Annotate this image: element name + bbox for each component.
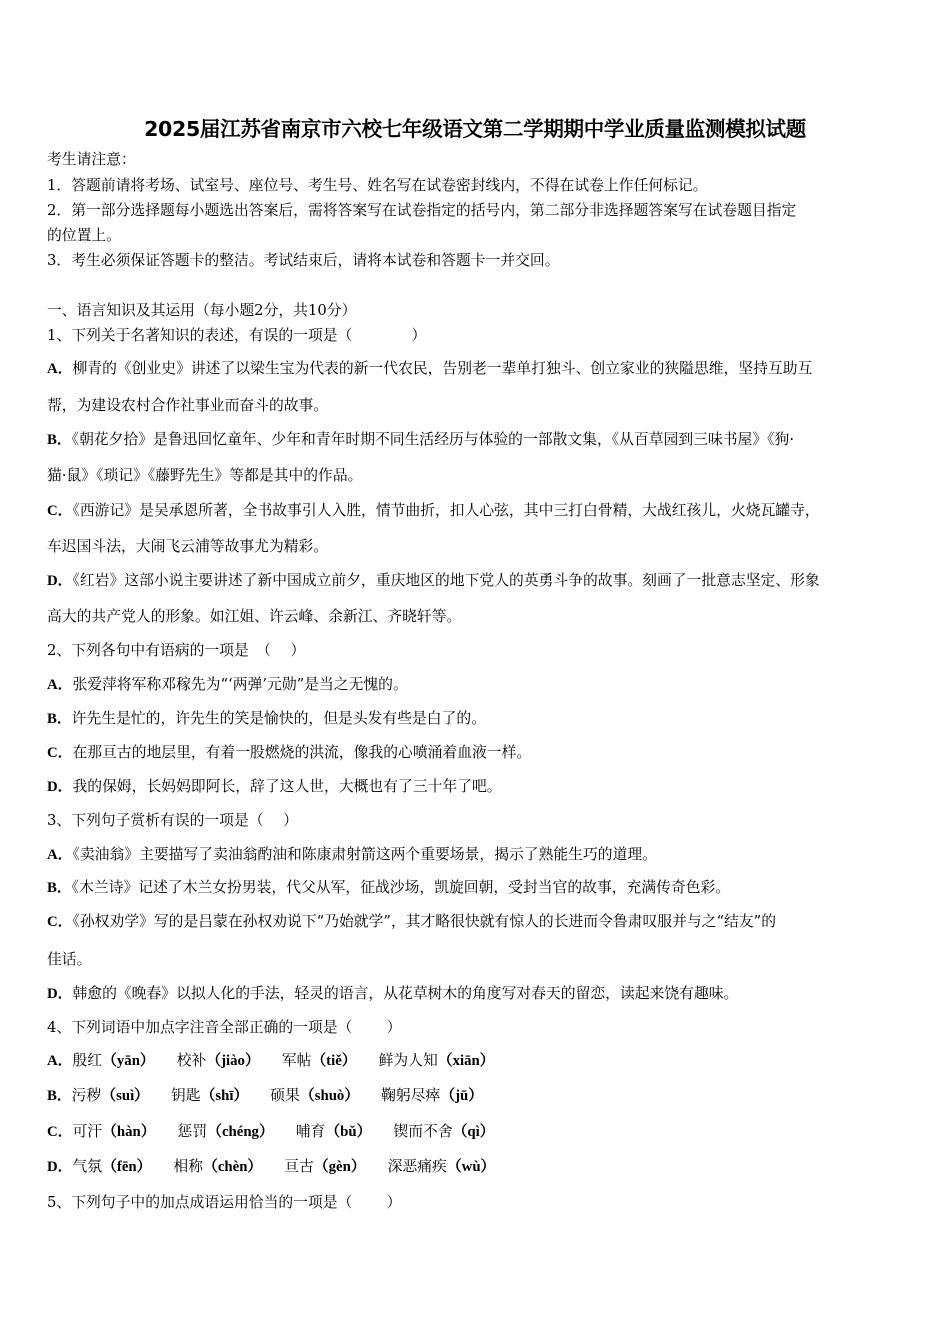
pinyin: （suì） xyxy=(101,1088,149,1104)
question-2-stem: 2、下列各句中有语病的一项是 （ ） xyxy=(47,642,306,659)
section-heading: 一、语言知识及其运用（每小题2分，共10分） xyxy=(47,302,357,319)
pinyin-item xyxy=(270,1086,359,1106)
pinyin: （hàn） xyxy=(102,1124,156,1140)
option-label: D． xyxy=(47,986,73,1002)
word: 哺育 xyxy=(295,1123,326,1140)
option-text: 我的保姆，长妈妈即阿长，辞了这人世，大概也有了三十年了吧。 xyxy=(72,778,502,795)
option-text: 许先生是忙的，许先生的笑是愉快的，但是头发有些是白了的。 xyxy=(71,710,486,727)
q3-option-d xyxy=(47,984,738,1004)
q1-option-d-cont: 高大的共产党人的形象。如江姐、许云峰、余新江、齐晓轩等。 xyxy=(47,608,462,625)
question-3-stem: 3、下列句子赏析有误的一项是（ ） xyxy=(47,812,298,829)
option-text: 《西游记》是吴承恩所著，全书故事引人入胜，情节曲折，扣人心弦，其中三打白骨精，大战红孩儿，火烧瓦罐寺， xyxy=(72,502,820,519)
option-text: 《孙权劝学》写的是吕蒙在孙权劝说下“乃始就学”，其才略很快就有惊人的长进而令鲁肃叹服并与之“结友”的 xyxy=(72,913,777,930)
option-text: 韩愈的《晚春》以拟人化的手法，轻灵的语言，从花草树木的角度写对春天的留恋，读起来饶有趣味。 xyxy=(72,985,739,1002)
option-label: C． xyxy=(47,914,73,930)
option-label: A． xyxy=(47,361,73,377)
pinyin-item xyxy=(393,1122,494,1142)
q1-option-c-cont: 车迟国斗法，大闹飞云浦等故事尤为精彩。 xyxy=(47,538,329,555)
option-label: A． xyxy=(47,847,73,863)
notice-item: 2．第一部分选择题每小题选出答案后，需将答案写在试卷指定的括号内，第二部分非选择题答案写在试卷题目指定 xyxy=(47,202,797,219)
option-label: B． xyxy=(47,880,72,896)
option-label: A． xyxy=(47,677,73,693)
question-5-stem: 5、下列句子中的加点成语运用恰当的一项是（ ） xyxy=(47,1194,402,1211)
q4-option-c xyxy=(47,1122,517,1142)
word: 殷红 xyxy=(72,1052,103,1069)
q4-option-d xyxy=(47,1157,517,1177)
q3-option-a xyxy=(47,845,657,865)
word: 硕果 xyxy=(270,1087,300,1104)
pinyin: （shuò） xyxy=(299,1088,360,1104)
pinyin: （xiān） xyxy=(437,1053,495,1069)
option-label: D． xyxy=(47,1159,73,1175)
word: 可汗 xyxy=(72,1123,103,1140)
word: 污秽 xyxy=(71,1087,102,1104)
pinyin-item xyxy=(72,1157,151,1177)
q1-option-c xyxy=(47,501,820,521)
pinyin: （shī） xyxy=(200,1088,249,1104)
page-title: 2025届江苏省南京市六校七年级语文第二学期期中学业质量监测模拟试题 xyxy=(144,117,806,141)
q2-option-b xyxy=(47,709,486,729)
q3-option-b xyxy=(47,878,730,898)
option-label: C． xyxy=(47,1124,73,1140)
notice-item: 1．答题前请将考场、试室号、座位号、考生号、姓名写在试卷密封线内，不得在试卷上作任何标记。 xyxy=(47,177,708,194)
option-label: B． xyxy=(47,711,72,727)
q1-option-d xyxy=(47,571,820,591)
pinyin-item xyxy=(173,1157,262,1177)
pinyin-item xyxy=(178,1122,274,1142)
q4-option-a xyxy=(47,1051,517,1071)
pinyin: （chèn） xyxy=(203,1159,263,1175)
pinyin-item xyxy=(296,1122,372,1142)
option-label: B． xyxy=(47,432,72,448)
pinyin: （yān） xyxy=(102,1053,155,1069)
word: 军帖 xyxy=(281,1052,312,1069)
option-label: B． xyxy=(47,1088,72,1104)
q4-option-b xyxy=(47,1086,505,1106)
pinyin-item xyxy=(72,1122,155,1142)
notice-heading: 考生请注意： xyxy=(47,151,136,168)
option-text: 《木兰诗》记述了木兰女扮男装，代父从军，征战沙场，凯旋回朝，受封当官的故事，充满传奇色彩。 xyxy=(71,879,731,896)
option-text: 在那亘古的地层里，有着一股燃烧的洪流，像我的心喷涌着血液一样。 xyxy=(72,744,532,761)
option-label: D． xyxy=(47,573,73,589)
q2-option-d xyxy=(47,777,502,797)
option-label: A． xyxy=(47,1053,73,1069)
option-text: 《卖油翁》主要描写了卖油翁酌油和陈康肃射箭这两个重要场景，揭示了熟能生巧的道理。 xyxy=(72,846,657,863)
q3-option-c xyxy=(47,912,776,932)
pinyin: （jū） xyxy=(440,1088,484,1104)
pinyin-item xyxy=(381,1086,483,1106)
pinyin: （gèn） xyxy=(313,1159,366,1175)
q1-option-a-cont: 帮，为建设农村合作社事业而奋斗的故事。 xyxy=(47,397,329,414)
question-1-stem: 1、下列关于名著知识的表述，有误的一项是（ ） xyxy=(47,327,427,344)
pinyin: （jiào） xyxy=(206,1053,260,1069)
q1-option-a xyxy=(47,359,812,379)
word: 鞠躬尽瘁 xyxy=(381,1087,441,1104)
pinyin-item xyxy=(171,1086,248,1106)
word: 鲜为人知 xyxy=(378,1052,438,1069)
pinyin-item xyxy=(282,1051,357,1071)
option-text: 《朝花夕拾》是鲁迅回忆童年、少年和青年时期不同生活经历与体验的一部散文集，《从百草园到三味书屋》《狗· xyxy=(71,431,795,448)
word: 气氛 xyxy=(72,1158,103,1175)
pinyin: （tiě） xyxy=(311,1053,357,1069)
q1-option-b-cont: 猫·鼠》《琐记》《藤野先生》等都是其中的作品。 xyxy=(47,467,363,484)
q1-option-b xyxy=(47,430,794,450)
pinyin-item xyxy=(177,1051,260,1071)
word: 锲而不舍 xyxy=(393,1123,453,1140)
option-text: 《红岩》这部小说主要讲述了新中国成立前夕，重庆地区的地下党人的英勇斗争的故事。刻画了一批意志坚定、形象 xyxy=(72,572,820,589)
pinyin: （bǔ） xyxy=(325,1124,372,1140)
option-text: 张爱萍将军称邓稼先为“‘两弹’元勋”是当之无愧的。 xyxy=(72,676,408,693)
word: 惩罚 xyxy=(177,1123,208,1140)
q2-option-c xyxy=(47,743,531,763)
pinyin-item xyxy=(72,1051,154,1071)
option-label: C． xyxy=(47,745,73,761)
word: 亘古 xyxy=(284,1158,314,1175)
q3-option-c-cont: 佳话。 xyxy=(47,951,92,968)
pinyin-item xyxy=(379,1051,495,1071)
option-label: D． xyxy=(47,779,73,795)
question-4-stem: 4、下列词语中加点字注音全部正确的一项是（ ） xyxy=(47,1019,402,1036)
q2-option-a xyxy=(47,675,408,695)
pinyin-item xyxy=(284,1157,365,1177)
pinyin-item xyxy=(72,1086,149,1106)
pinyin-item xyxy=(388,1157,496,1177)
word: 钥匙 xyxy=(170,1087,201,1104)
pinyin: （chéng） xyxy=(207,1124,274,1140)
option-label: C． xyxy=(47,503,73,519)
notice-item: 3．考生必须保证答题卡的整洁。考试结束后，请将本试卷和答题卡一并交回。 xyxy=(47,252,560,269)
pinyin: （wù） xyxy=(446,1159,496,1175)
pinyin: （fēn） xyxy=(102,1159,152,1175)
notice-item: 的位置上。 xyxy=(47,227,121,244)
word: 相称 xyxy=(173,1158,204,1175)
word: 深恶痛疾 xyxy=(387,1158,447,1175)
word: 校补 xyxy=(176,1052,207,1069)
option-text: 柳青的《创业史》讲述了以梁生宝为代表的新一代农民，告别老一辈单打独斗、创立家业的狭隘思维，坚持互助互 xyxy=(72,360,813,377)
pinyin: （qì） xyxy=(452,1124,495,1140)
